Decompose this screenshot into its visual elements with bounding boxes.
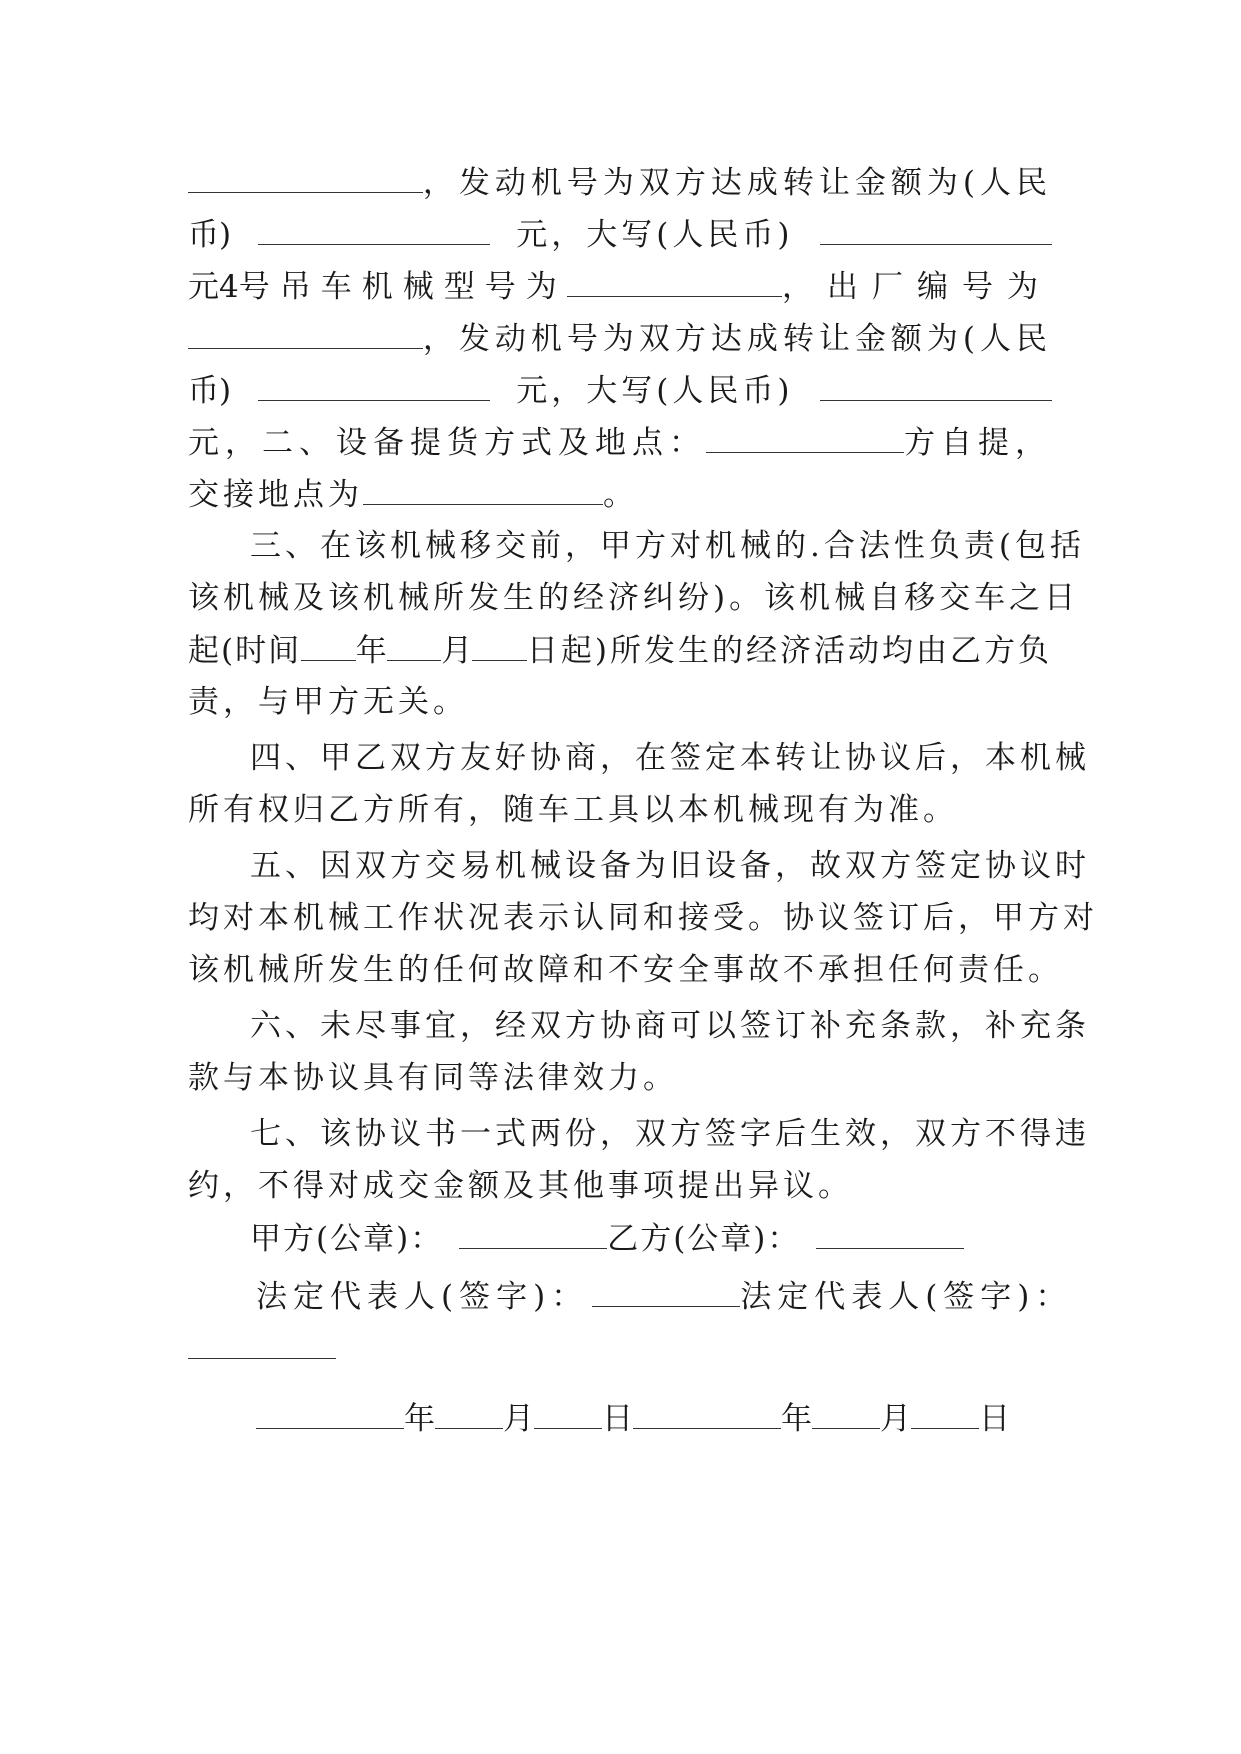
date-b-month-field[interactable] xyxy=(812,1398,880,1429)
text-line-6 xyxy=(188,422,1052,462)
text-segment: 起(时间 xyxy=(188,633,302,669)
text-segment: 币) xyxy=(188,373,232,409)
blank-year[interactable] xyxy=(301,630,356,661)
representative-row xyxy=(256,1276,1073,1316)
blank-field[interactable] xyxy=(567,266,782,297)
text-segment: 。 xyxy=(603,477,638,513)
date-a-day-field[interactable] xyxy=(534,1398,602,1429)
date-a-year-field[interactable] xyxy=(256,1398,404,1429)
text-segment: 日起)所发生的经济活动均由乙方负 xyxy=(526,633,1052,669)
clause-6-line-2: 款与本协议具有同等法律效力。 xyxy=(188,1060,678,1096)
text-line-7 xyxy=(188,474,1052,514)
day-label: 日 xyxy=(602,1401,633,1437)
clause-5-line-1: 五、因双方交易机械设备为旧设备，故双方签定协议时 xyxy=(250,848,1090,884)
party-b-seal-label: 乙方(公章)： xyxy=(607,1221,801,1257)
text-segment: 年 xyxy=(355,633,387,669)
rep-a-label: 法定代表人(签字)： xyxy=(256,1279,589,1315)
party-a-seal-field[interactable] xyxy=(459,1218,607,1249)
day-label: 日 xyxy=(979,1401,1010,1437)
text-segment: 元，大写(人民币) xyxy=(516,373,794,409)
text-segment: 方自提， xyxy=(904,425,1052,461)
text-line-3 xyxy=(188,266,1052,306)
text-line-1 xyxy=(188,162,1052,202)
rep-b-label: 法定代表人(签字)： xyxy=(740,1279,1073,1315)
clause-5-line-3: 该机械所发生的任何故障和不安全事故不承担任何责任。 xyxy=(188,952,1063,988)
rep-b-signature-field[interactable] xyxy=(188,1328,336,1359)
text-line-2 xyxy=(188,214,1052,254)
blank-field[interactable] xyxy=(258,370,490,401)
text-segment: ，出厂编号为 xyxy=(782,269,1052,305)
date-b-day-field[interactable] xyxy=(911,1398,979,1429)
blank-field[interactable] xyxy=(188,162,423,193)
month-label: 月 xyxy=(880,1401,911,1437)
text-segment: 号吊车机械型号为 xyxy=(238,269,567,305)
blank-field[interactable] xyxy=(820,214,1052,245)
date-row xyxy=(256,1398,1052,1438)
text-segment: 元，二、设备提货方式及地点： xyxy=(188,425,706,461)
text-segment: 元 xyxy=(188,269,219,305)
clause-4-line-1: 四、甲乙双方友好协商，在签定本转让协议后，本机械 xyxy=(250,740,1090,776)
text-line-4 xyxy=(188,318,1052,358)
month-label: 月 xyxy=(503,1401,534,1437)
year-label: 年 xyxy=(404,1401,435,1437)
text-line-5 xyxy=(188,370,1052,410)
clause-7-line-2: 约，不得对成交金额及其他事项提出异议。 xyxy=(188,1168,853,1204)
party-a-seal-label: 甲方(公章)： xyxy=(250,1221,444,1257)
text-segment: ，发动机号为双方达成转让金额为(人民 xyxy=(422,321,1052,357)
text-segment: 月 xyxy=(441,633,473,669)
year-label: 年 xyxy=(781,1401,812,1437)
blank-field[interactable] xyxy=(363,474,603,505)
party-b-seal-field[interactable] xyxy=(816,1218,964,1249)
blank-day[interactable] xyxy=(472,630,527,661)
blank-field[interactable] xyxy=(258,214,490,245)
clause-4-line-2: 所有权归乙方所有，随车工具以本机械现有为准。 xyxy=(188,792,958,828)
clause-6-line-1: 六、未尽事宜，经双方协商可以签订补充条款，补充条 xyxy=(250,1008,1090,1044)
clause-7-line-1: 七、该协议书一式两份，双方签字后生效，双方不得违 xyxy=(250,1116,1090,1152)
clause-3-line-2: 该机械及该机械所发生的经济纠纷)。该机械自移交车之日 xyxy=(188,580,1080,616)
clause-3-line-3 xyxy=(188,630,1052,670)
date-b-year-field[interactable] xyxy=(633,1398,781,1429)
rep-b-signature-row xyxy=(188,1328,1052,1368)
rep-a-signature-field[interactable] xyxy=(592,1276,740,1307)
blank-field[interactable] xyxy=(188,318,423,349)
text-segment: 元，大写(人民币) xyxy=(516,217,794,253)
clause-3-line-1: 三、在该机械移交前，甲方对机械的.合法性负责(包括 xyxy=(250,528,1085,564)
seal-row xyxy=(250,1218,1052,1258)
text-segment: ，发动机号为双方达成转让金额为(人民 xyxy=(422,165,1052,201)
blank-field[interactable] xyxy=(820,370,1052,401)
text-segment: 4 xyxy=(219,269,239,305)
clause-5-line-2: 均对本机械工作状况表示认同和接受。协议签订后，甲方对 xyxy=(188,900,1098,936)
blank-month[interactable] xyxy=(387,630,442,661)
text-segment: 交接地点为 xyxy=(188,477,363,513)
date-a-month-field[interactable] xyxy=(435,1398,503,1429)
blank-field[interactable] xyxy=(706,422,904,453)
text-segment: 币) xyxy=(188,217,232,253)
clause-3-line-4: 责，与甲方无关。 xyxy=(188,684,468,720)
